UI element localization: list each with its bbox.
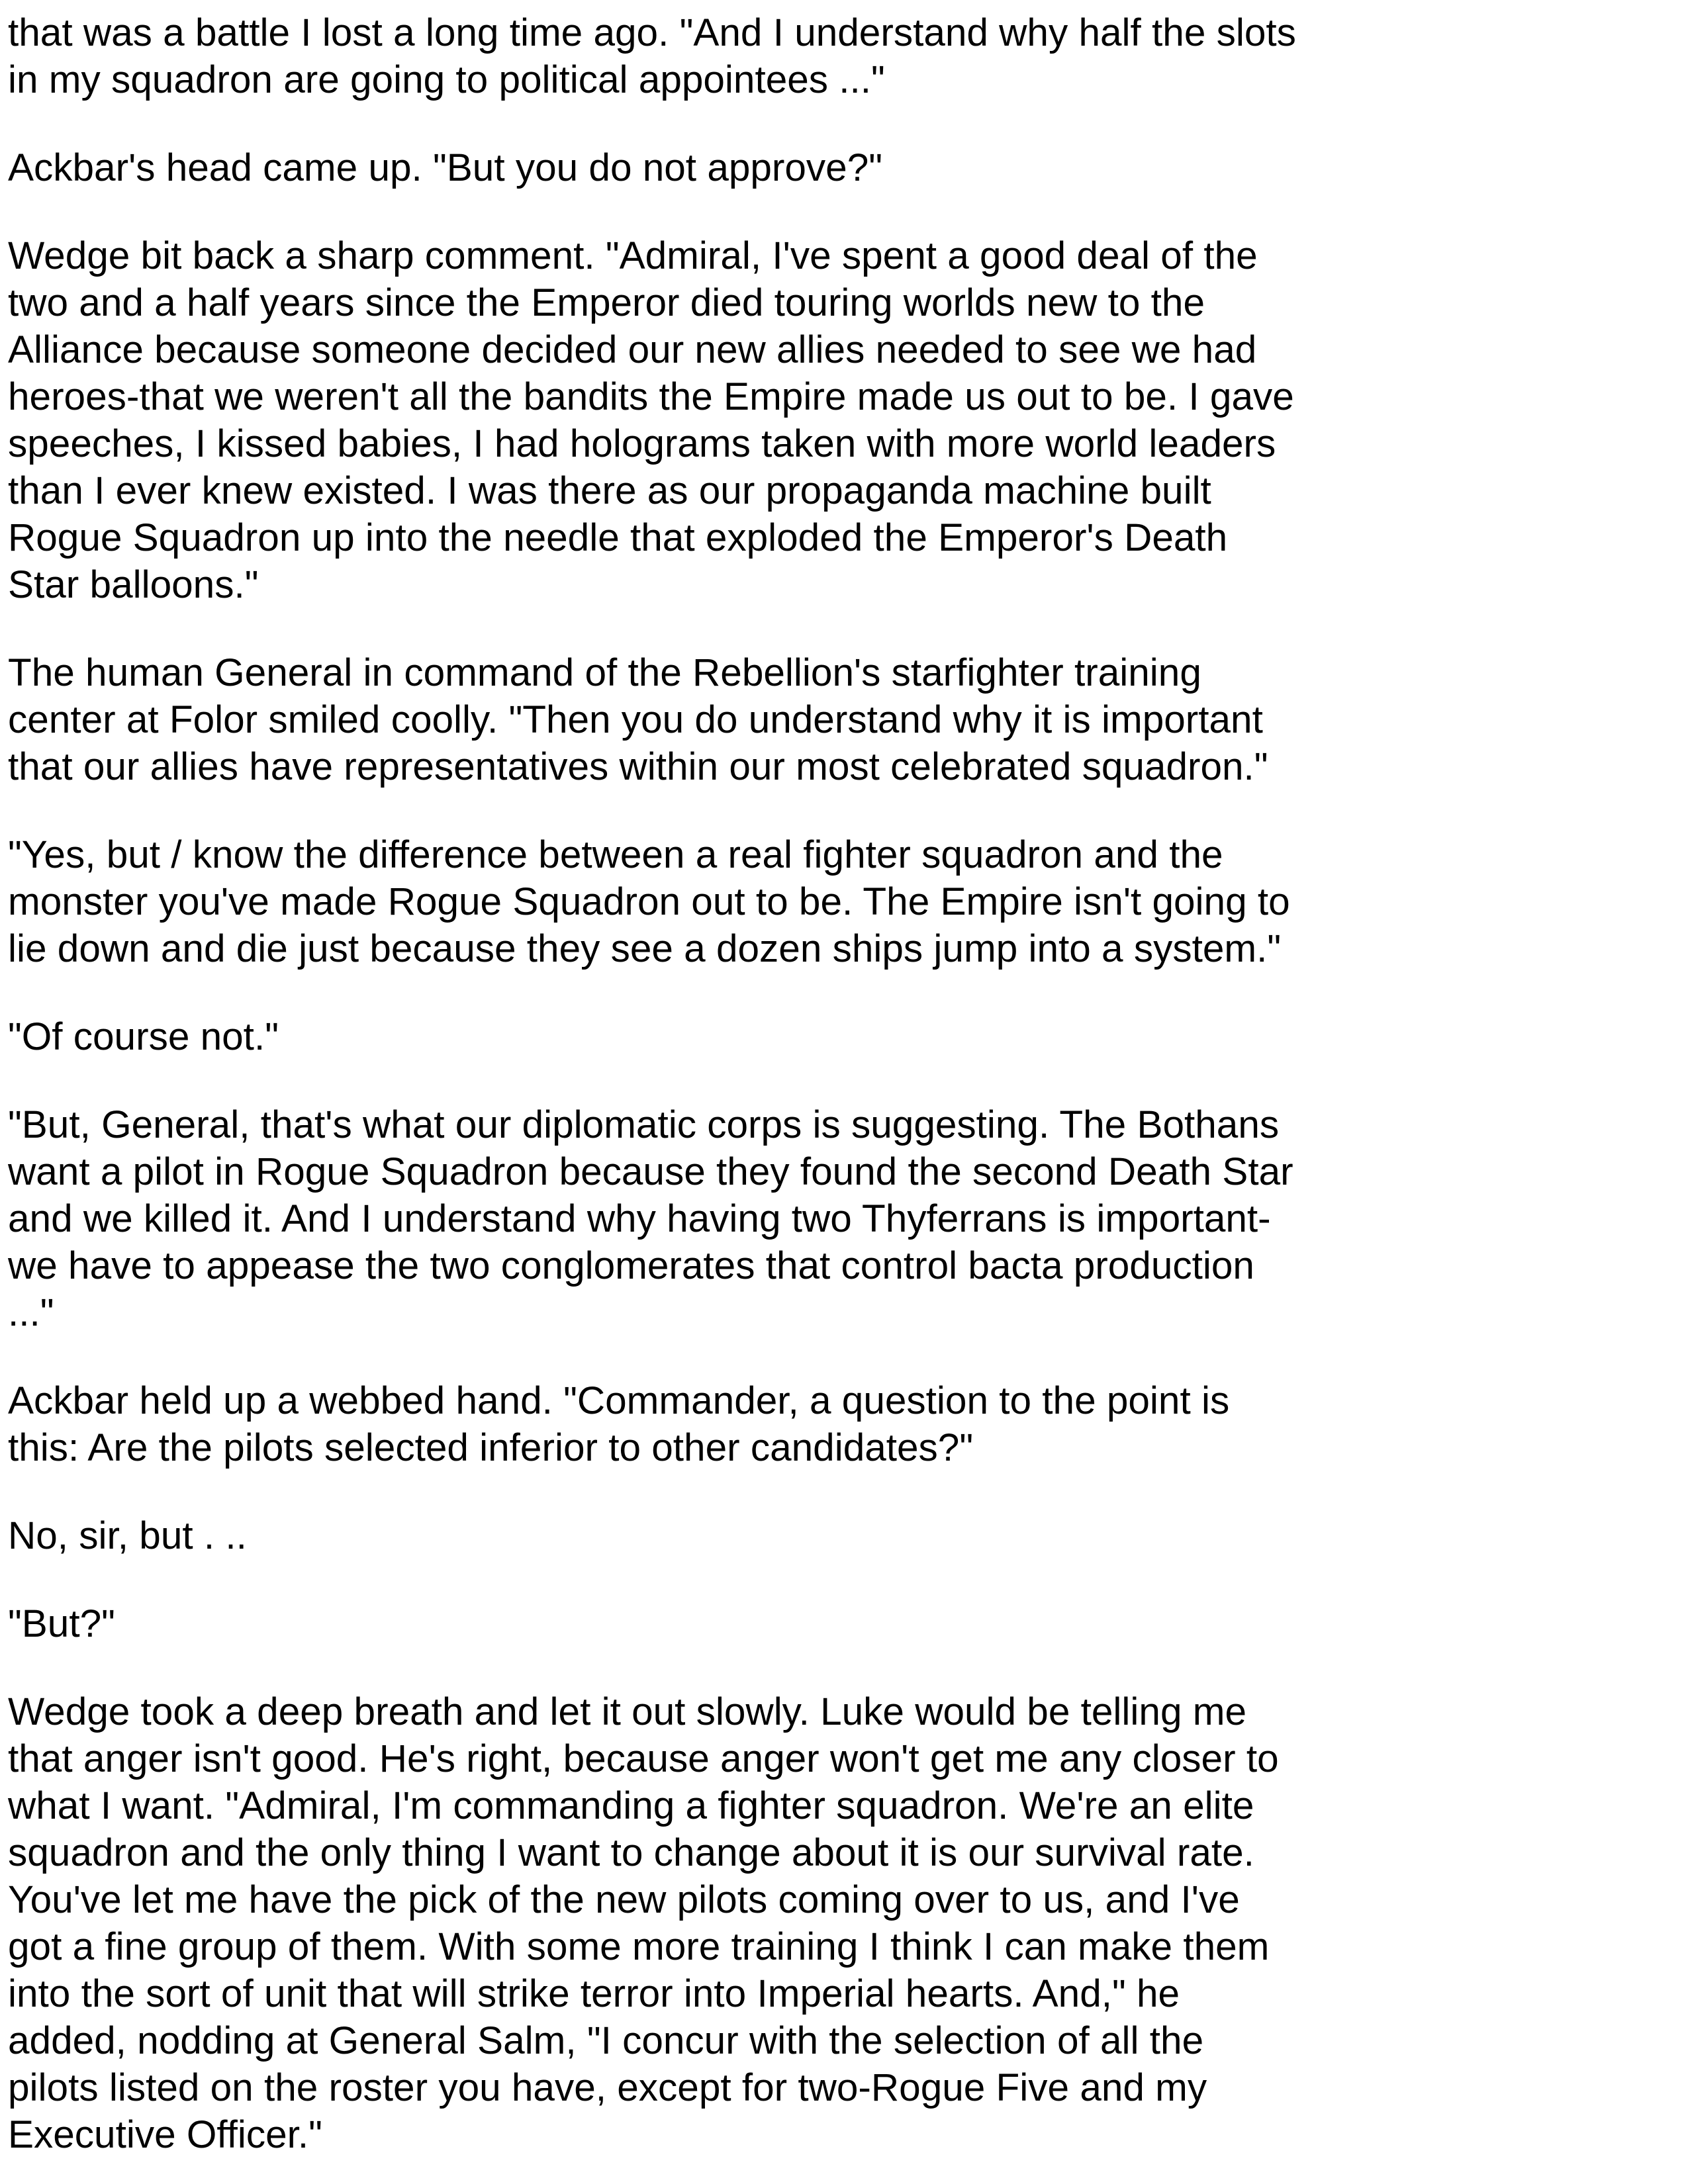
text-line: Ackbar held up a webbed hand. "Commander, a question to the point is [8,1379,1230,1422]
paragraph [8,831,1365,972]
text-line: squadron and the only thing I want to change about it is our survival rate. [8,1831,1254,1874]
text-line: speeches, I kissed babies, I had holograms taken with more world leaders [8,422,1276,465]
paragraph [8,9,1365,103]
text-line: Wedge bit back a sharp comment. "Admiral, I've spent a good deal of the [8,234,1258,277]
paragraph [8,1377,1365,1471]
text-line: want a pilot in Rogue Squadron because they found the second Death Star [8,1150,1293,1193]
text-line: Rogue Squadron up into the needle that exploded the Emperor's Death [8,516,1228,559]
text-line: pilots listed on the roster you have, except for two-Rogue Five and my [8,2066,1207,2109]
text-line: Star balloons." [8,563,259,606]
text-line: what I want. "Admiral, I'm commanding a fighter squadron. We're an elite [8,1784,1254,1827]
text-line: The human General in command of the Rebellion's starfighter training [8,651,1201,694]
text-line: ..." [8,1291,54,1334]
text-line: and we killed it. And I understand why having two Thyferrans is important- [8,1197,1271,1240]
text-line: "Of course not." [8,1015,279,1058]
text-line: Wedge took a deep breath and let it out slowly. Luke would be telling me [8,1690,1247,1733]
text-line: we have to appease the two conglomerates that control bacta production [8,1244,1254,1287]
text-line: center at Folor smiled coolly. "Then you do understand why it is important [8,698,1263,741]
text-line: that anger isn't good. He's right, because anger won't get me any closer to [8,1737,1279,1780]
text-line: "Yes, but / know the difference between a real fighter squadron and the [8,833,1223,876]
text-line: that was a battle I lost a long time ago. "And I understand why half the slots [8,11,1296,54]
text-line: this: Are the pilots selected inferior to other candidates?" [8,1426,974,1469]
text-line: added, nodding at General Salm, "I concur with the selection of all the [8,2019,1204,2062]
text-line: that our allies have representatives within our most celebrated squadron." [8,745,1268,788]
text-line: "But, General, that's what our diplomatic corps is suggesting. The Bothans [8,1103,1280,1146]
text-line: "But?" [8,1602,115,1645]
text-line: into the sort of unit that will strike terror into Imperial hearts. And," he [8,1972,1180,2015]
text-line: two and a half years since the Emperor died touring worlds new to the [8,281,1205,324]
text-line: Executive Officer." [8,2113,322,2156]
paragraph [8,1101,1365,1336]
document-page [8,9,1365,2158]
paragraph [8,1013,1365,1060]
text-line: got a fine group of them. With some more training I think I can make them [8,1925,1270,1968]
paragraph [8,144,1365,191]
text-line: lie down and die just because they see a dozen ships jump into a system." [8,927,1282,970]
text-line: monster you've made Rogue Squadron out to be. The Empire isn't going to [8,880,1290,923]
text-line: Alliance because someone decided our new allies needed to see we had [8,328,1257,371]
paragraph [8,649,1365,790]
paragraph [8,1600,1365,1647]
text-line: You've let me have the pick of the new pilots coming over to us, and I've [8,1878,1240,1921]
text-line: heroes-that we weren't all the bandits the Empire made us out to be. I gave [8,375,1294,418]
paragraph [8,1688,1365,2158]
text-line: in my squadron are going to political appointees ..." [8,58,885,101]
paragraph [8,232,1365,608]
text-line: No, sir, but . .. [8,1514,247,1557]
text-line: Ackbar's head came up. "But you do not approve?" [8,146,883,189]
text-line: than I ever knew existed. I was there as our propaganda machine built [8,469,1211,512]
paragraph [8,1512,1365,1559]
